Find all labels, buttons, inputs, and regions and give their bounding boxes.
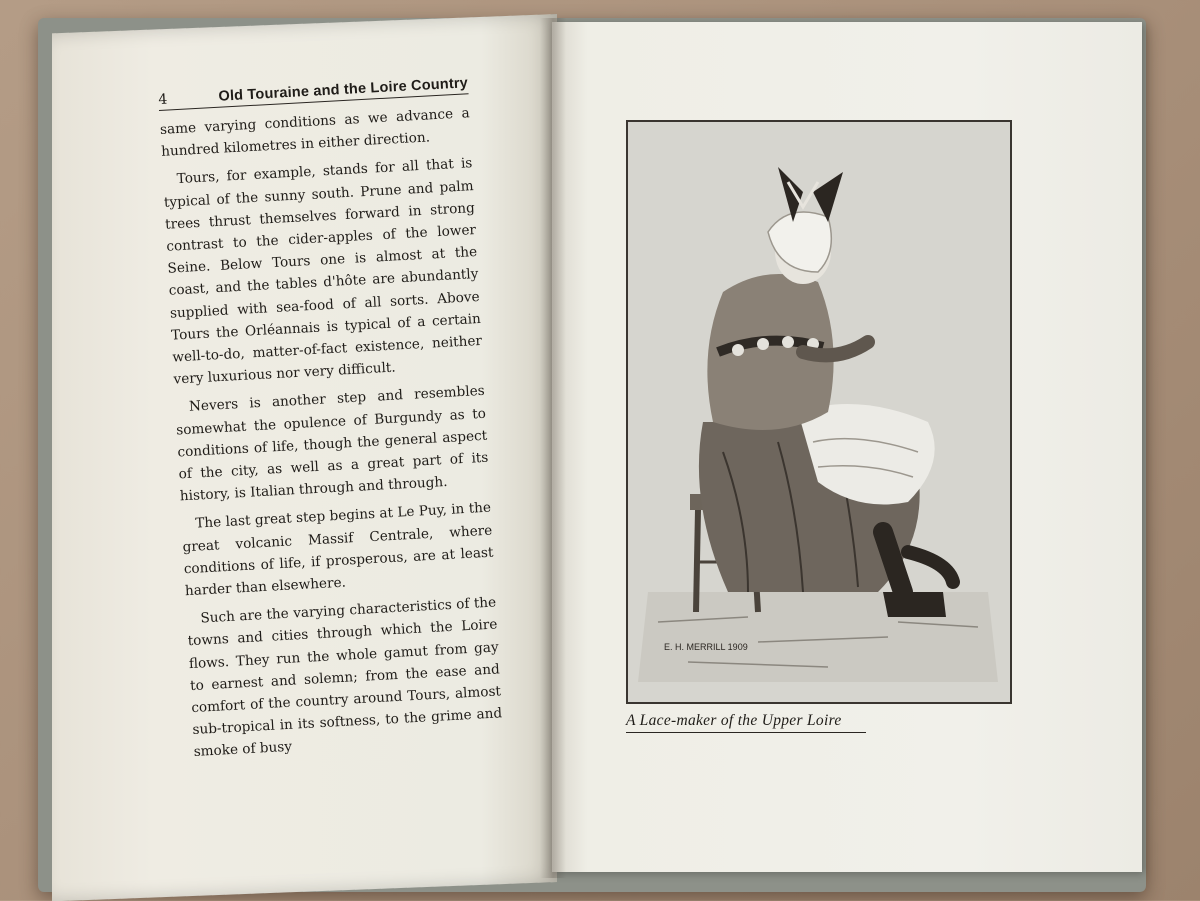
paragraph: Such are the varying characteristics of the towns and cities through which the Loire flows. They run the whole gamut from gay to earnest and solemn; from the ease and comfort of the country around Tours, almost sub-tropical in its softness, to the grime and smoke of busy xyxy=(187,594,503,761)
illustration-caption: A Lace-maker of the Upper Loire xyxy=(626,712,842,729)
plate-signature: E. H. MERRILL 1909 xyxy=(664,642,748,652)
running-head: Old Touraine and the Loire Country xyxy=(218,75,469,105)
lace-maker-illustration xyxy=(628,122,1010,702)
book-gutter xyxy=(540,18,566,878)
paragraph: Tours, for example, stands for all that is typical of the sunny south. Prune and palm trees thrust themselves forward in strong contrast to the cider-apples of the lower Seine. Below Tours one is almost at the coast, and the tables d'hôte are abundantly supplied with sea-food of all sorts. Above Tours the Orléannais is typical of a certain well-to-do, matter-of-fact existence, neither very luxurious nor very difficult. xyxy=(163,155,483,388)
paragraph: The last great step begins at Le Puy, in the great volcanic Massif Centrale, where conditions of life, if prosperous, are at least harder than elsewhere. xyxy=(182,500,494,600)
caption-rule xyxy=(626,710,866,733)
left-page-text xyxy=(158,75,504,769)
paragraph: Nevers is another step and resembles somewhat the opulence of Burgundy as to conditions of life, though the general aspect of the city, as well as a great part of its history, is Italian through and through. xyxy=(175,383,489,505)
page-number: 4 xyxy=(158,91,168,108)
illustration-plate xyxy=(626,120,1012,704)
paragraph: same varying conditions as we advance a hundred kilometres in either direction. xyxy=(159,105,471,161)
